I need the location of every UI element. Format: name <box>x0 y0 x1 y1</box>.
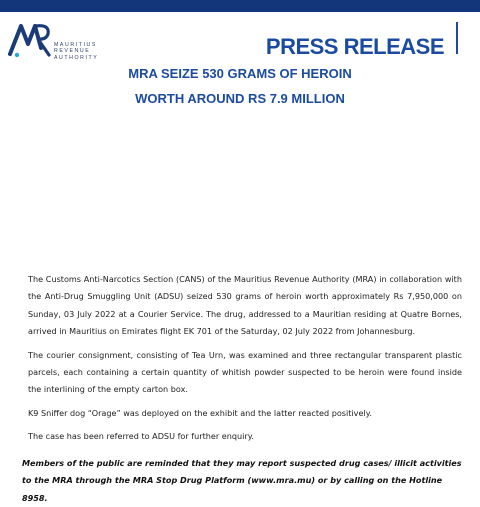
logo-line-1: MAURITIUS <box>54 42 97 48</box>
headline-line-2: WORTH AROUND RS 7.9 MILLION <box>135 91 345 106</box>
headline-line-1: MRA SEIZE 530 GRAMS OF HEROIN <box>128 66 352 81</box>
header-divider <box>456 22 458 54</box>
mra-logo-mark <box>8 18 52 60</box>
body-paragraph: K9 Sniffer dog “Orage” was deployed on the exhibit and the latter reacted positively. <box>28 407 372 418</box>
press-release-label: PRESS RELEASE <box>265 34 444 59</box>
logo-wordmark <box>54 42 98 61</box>
mra-logo <box>8 18 108 60</box>
public-notice: Members of the public are reminded that they may report suspected drug cases/ illicit activities to the MRA through the MRA Stop Drug Platform (www.mra.mu) or by calling on the Hotline 8958. <box>22 458 462 503</box>
press-release-body <box>28 271 462 452</box>
logo-line-3: AUTHORITY <box>54 54 99 61</box>
body-paragraph: The case has been referred to ADSU for further enquiry. <box>28 431 254 442</box>
body-paragraph: The Customs Anti-Narcotics Section (CANS) of the Mauritius Revenue Authority (MRA) in collaboration with the Anti-Drug Smuggling Unit (ADSU) seized 530 grams of heroin worth approximately Rs 7,950,000 on Sunday, 03 July 2022 at a Courier Service. The drug, addressed to a Mauritian residing at Quatre Bornes, arrived in Mauritius on Emirates flight EK 701 of the Saturday, 02 July 2022 from Johannesburg. <box>28 274 462 337</box>
top-banner-bar <box>0 0 480 12</box>
body-paragraph: The courier consignment, consisting of Tea Urn, was examined and three rectangular transparent plastic parcels, each containing a certain quantity of whitish powder suspected to be heroin were found inside the interlining of the empty carton box. <box>28 349 462 395</box>
logo-line-2: REVENUE <box>54 48 91 55</box>
